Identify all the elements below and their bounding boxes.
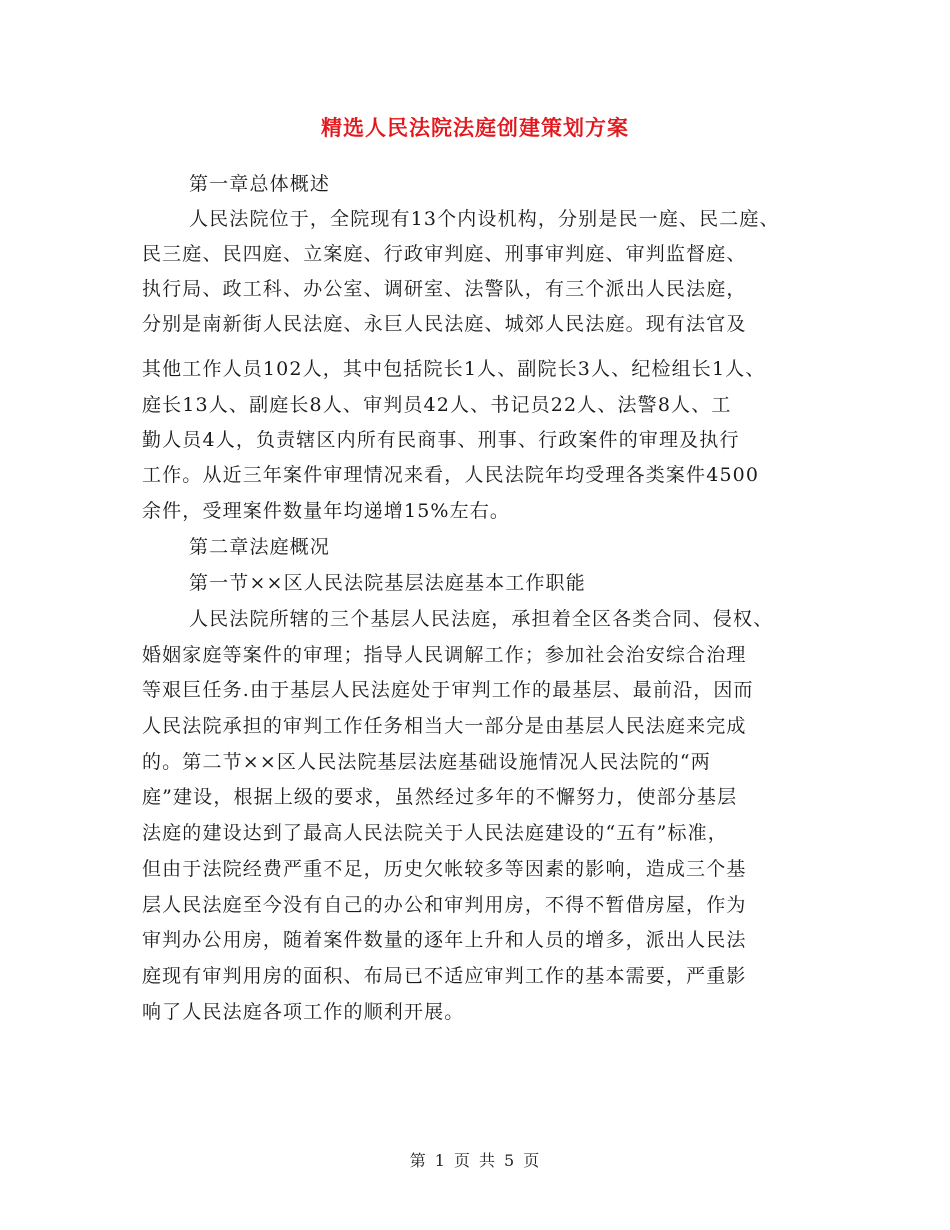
paragraph-line: 婚姻家庭等案件的审理；指导人民调解工作；参加社会治安综合治理 xyxy=(142,644,747,666)
chapter-heading: 第一章总体概述 xyxy=(189,173,331,195)
document-title: 精选人民法院法庭创建策划方案 xyxy=(321,115,629,140)
paragraph-line: 人民法院所辖的三个基层人民法庭，承担着全区各类合同、侵权、 xyxy=(189,608,774,630)
paragraph-line: 勤人员4人，负责辖区内所有民商事、刑事、行政案件的审理及执行 xyxy=(142,429,740,451)
section-heading: 第一节××区人民法院基层法庭基本工作职能 xyxy=(189,572,586,594)
paragraph-line: 但由于法院经费严重不足，历史欠帐较多等因素的影响，造成三个基 xyxy=(142,858,747,880)
paragraph-line: 工作。从近三年案件审理情况来看，人民法院年均受理各类案件4500 xyxy=(142,464,760,486)
paragraph-line: 分别是南新街人民法庭、永巨人民法庭、城郊人民法庭。现有法官及 xyxy=(142,313,747,335)
paragraph-line: 审判办公用房，随着案件数量的逐年上升和人员的增多，派出人民法 xyxy=(142,929,747,951)
footer-prefix: 第 xyxy=(409,1151,427,1170)
paragraph-line: 人民法院位于，全院现有13个内设机构，分别是民一庭、民二庭、 xyxy=(189,208,780,230)
paragraph-line: 余件，受理案件数量年均递增15%左右。 xyxy=(142,500,511,522)
footer-page-label: 页 xyxy=(453,1151,471,1170)
page-number: 1 xyxy=(434,1151,446,1170)
total-pages: 5 xyxy=(504,1151,516,1170)
paragraph-line: 其他工作人员102人，其中包括院长1人、副院长3人、纪检组长1人、 xyxy=(142,358,766,380)
paragraph-line: 法庭的建设达到了最高人民法院关于人民法庭建设的“五有”标准， xyxy=(142,822,728,844)
paragraph-line: 执行局、政工科、办公室、调研室、法警队，有三个派出人民法庭， xyxy=(142,278,747,300)
paragraph-line: 层人民法庭至今没有自己的办公和审判用房，不得不暂借房屋，作为 xyxy=(142,894,747,916)
paragraph-line: 响了人民法庭各项工作的顺利开展。 xyxy=(142,1001,465,1023)
paragraph-line: 的。第二节××区人民法院基层法庭基础设施情况人民法院的“两 xyxy=(142,751,711,773)
page-footer xyxy=(0,1149,950,1173)
paragraph-line: 庭长13人、副庭长8人、审判员42人、书记员22人、法警8人、工 xyxy=(142,394,732,416)
paragraph-line: 民三庭、民四庭、立案庭、行政审判庭、刑事审判庭、审判监督庭、 xyxy=(142,243,747,265)
paragraph-line: 庭”建设，根据上级的要求，虽然经过多年的不懈努力，使部分基层 xyxy=(142,786,738,808)
paragraph-line: 等艰巨任务.由于基层人民法庭处于审判工作的最基层、最前沿，因而 xyxy=(142,679,754,701)
chapter-heading: 第二章法庭概况 xyxy=(189,536,331,558)
paragraph-line: 人民法院承担的审判工作任务相当大一部分是由基层人民法庭来完成 xyxy=(142,715,747,737)
footer-suffix: 页 xyxy=(523,1151,541,1170)
footer-total-label: 共 xyxy=(479,1151,497,1170)
paragraph-line: 庭现有审判用房的面积、布局已不适应审判工作的基本需要，严重影 xyxy=(142,965,747,987)
